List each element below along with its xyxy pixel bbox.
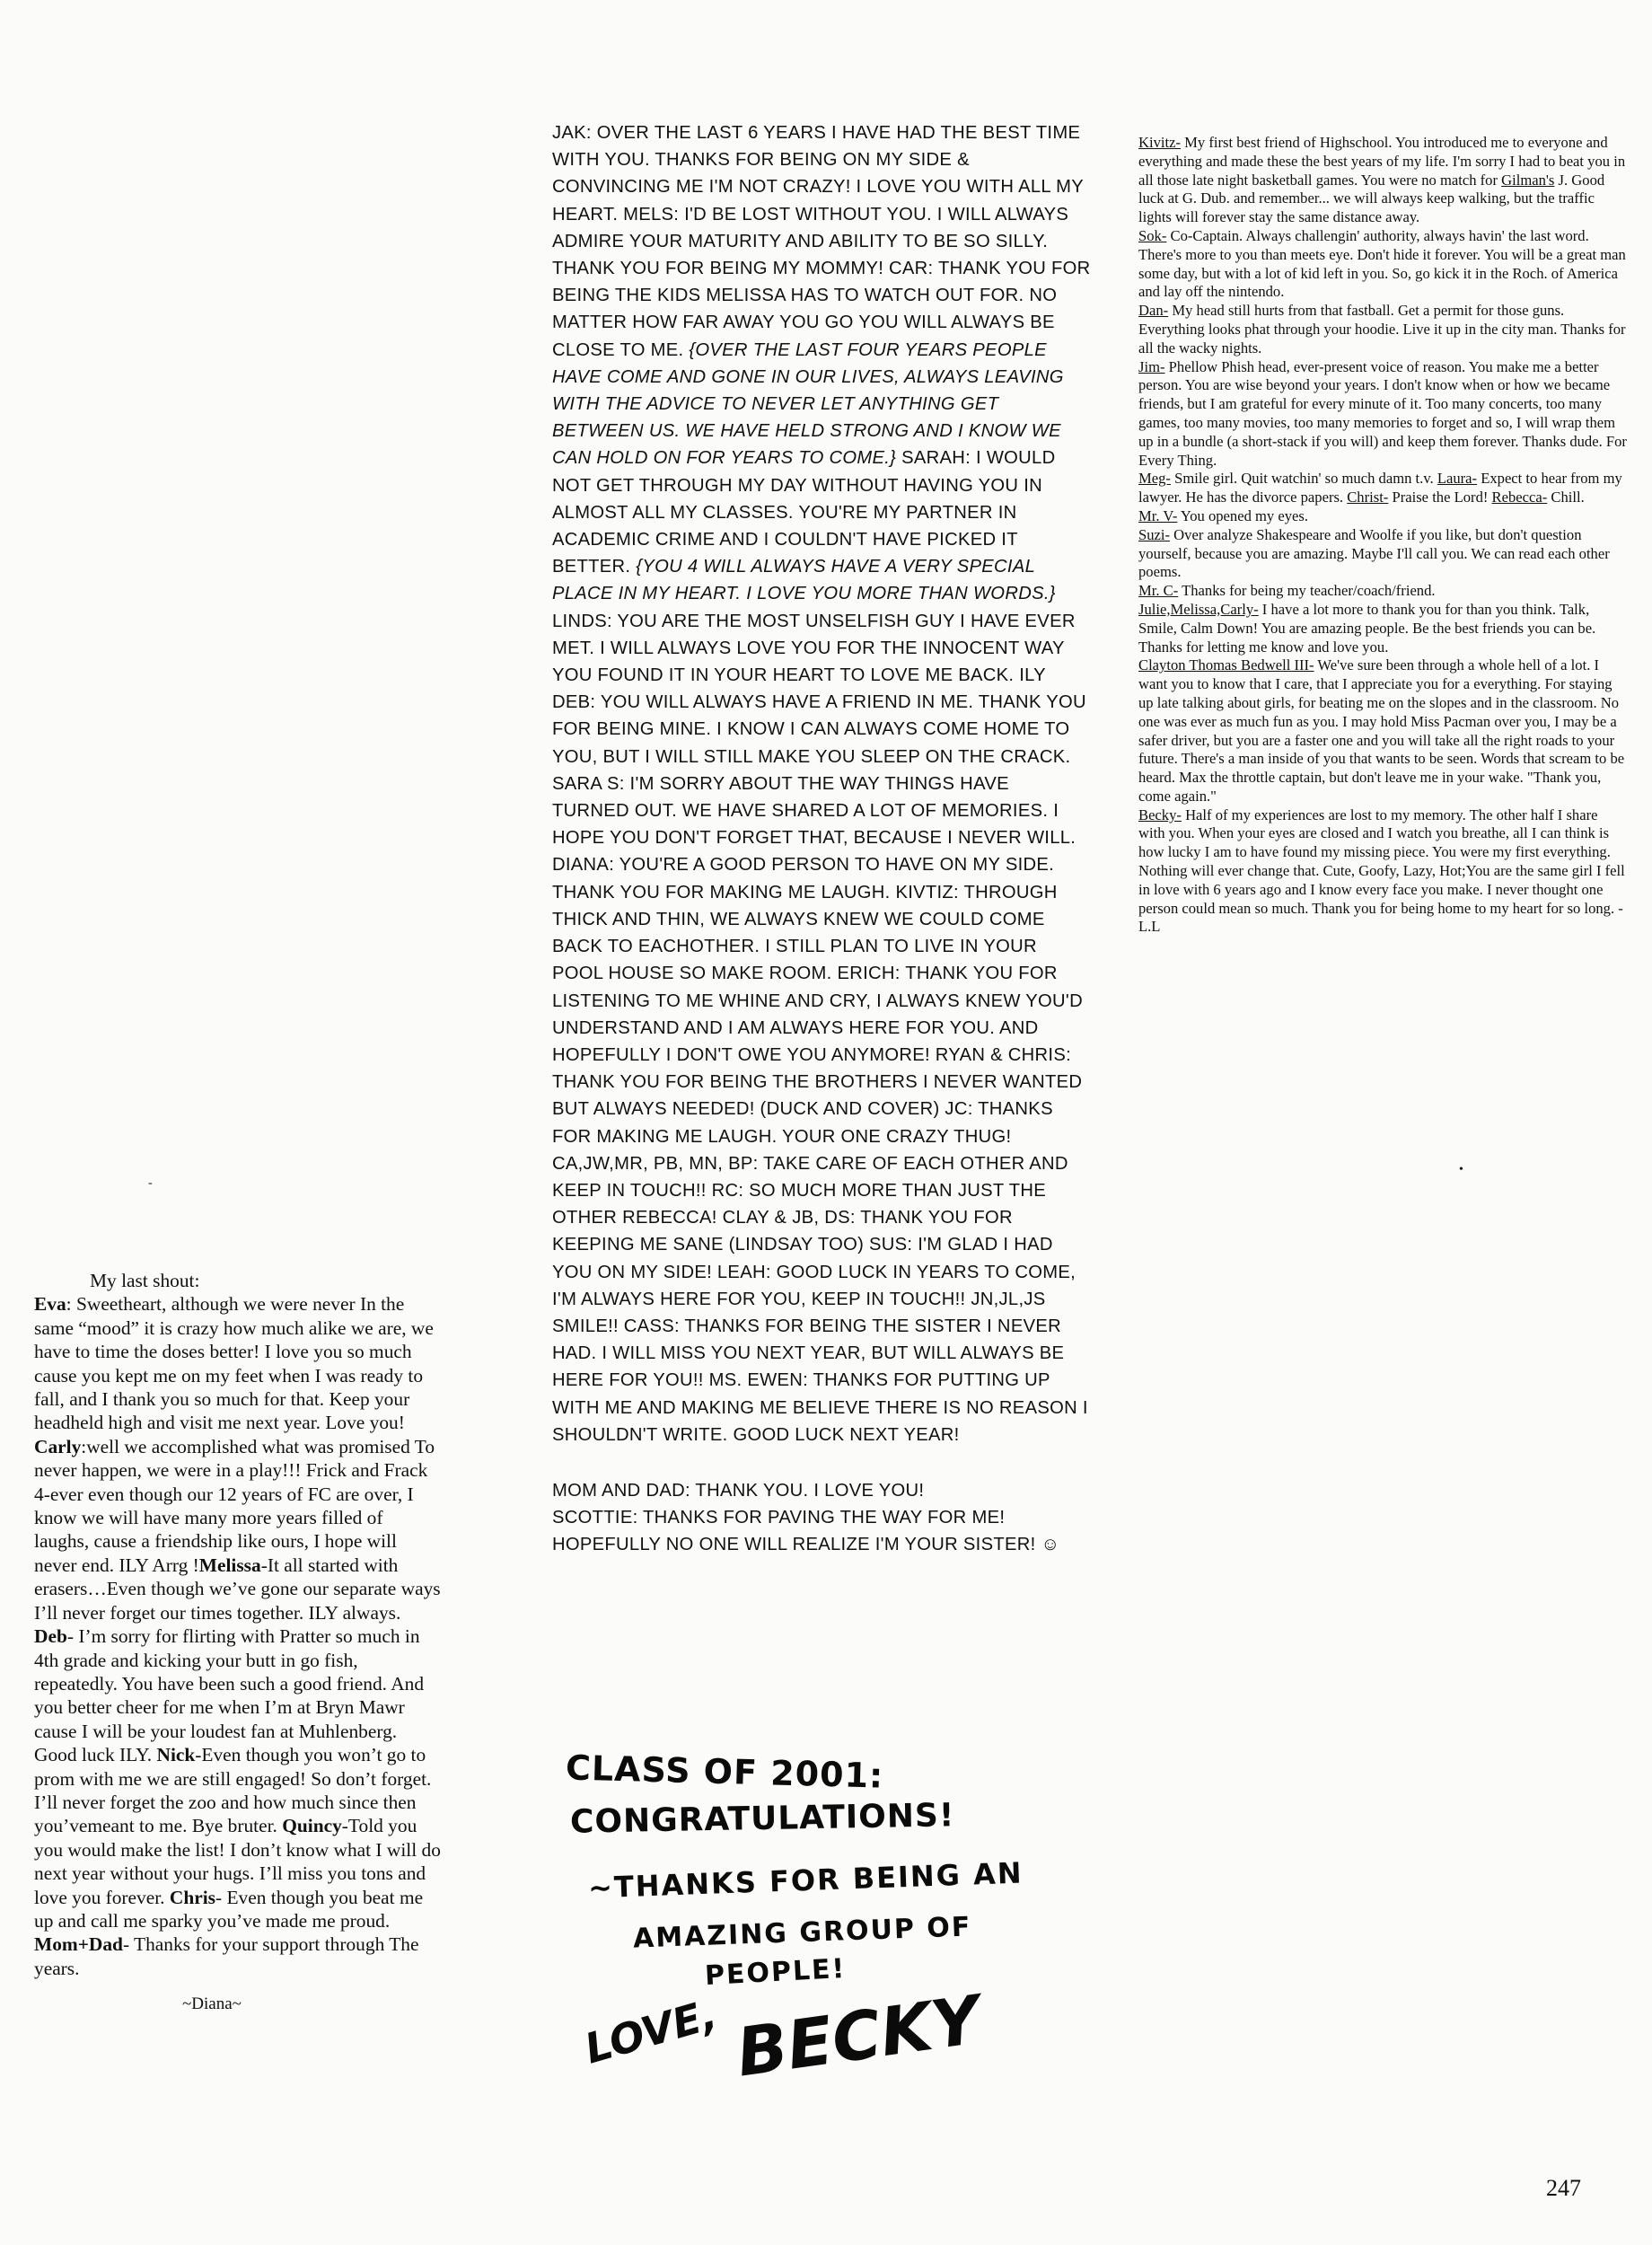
entry-name-eva: Eva — [34, 1293, 66, 1316]
middle-main-text: JAK: OVER THE LAST 6 YEARS I HAVE HAD THE BEST TIME WITH YOU. THANKS FOR BEING ON MY SIDE & CONVINCING ME I'M NOT CRAZY! I LOVE YOU WITH ALL MY HEART. MELS: I'D BE LOST WITHOUT YOU. I WILL ALWAYS ADMIRE YOUR MATURITY AND ABILITY TO BE SO SILLY. THANK YOU FOR BEING MY MOMMY! CAR: THANK YOU FOR BEING THE KIDS MELISSA HAS TO WATCH OUT FOR. NO MATTER HOW FAR AWAY YOU GO YOU WILL ALWAYS BE CLOSE TO ME. {OVER THE LAST FOUR YEARS PEOPLE HAVE COME AND GONE IN OUR LIVES, ALWAYS LEAVING WITH THE ADVICE TO NEVER LET ANYTHING GET BETWEEN US. WE HAVE HELD STRONG AND I KNOW WE CAN HOLD ON FOR YEARS TO COME.} SARAH: I WOULD NOT GET THROUGH MY DAY WITHOUT HAVING YOU IN ALMOST ALL MY CLASSES. YOU'RE MY PARTNER IN ACADEMIC CRIME AND I COULDN'T HAVE PICKED IT BETTER. {YOU 4 WILL ALWAYS HAVE A VERY SPECIAL PLACE IN MY HEART. I LOVE YOU MORE THAN WORDS.} — [552, 123, 1091, 604]
right-entry-mr-v: Mr. V- You opened my eyes. — [1138, 506, 1309, 524]
right-entry-clayton: Clayton Thomas Bedwell III- We've sure been through a whole hell of a lot. I want you to know that I care, that I appreciate you for a everything. For staying up late talking about girls, for beating me on the slopes and in the classroom. No one was ever as much fun as you. I may hold Miss Pacman over you, I may be a safer driver, but you are a faster one and you will take all the right roads to your future. There's a man inside of you that wants to be seen. Words that scream to be heard. Max the throttle captain, but don't leave me in your wake. "Thank you, come again." — [1138, 656, 1625, 805]
entry-name-nick: Nick — [156, 1744, 196, 1766]
entry-name-chris: Chris — [169, 1886, 215, 1908]
entry-text-quincy: Told you you would make the list! I don’t know what I will do next year without your hugs. I’ll miss you tons and love you forever. — [34, 1815, 441, 1908]
middle-scottie-note: SCOTTIE: THANKS FOR PAVING THE WAY FOR ME! HOPEFULLY NO ONE WILL REALIZE I'M YOUR SISTER! ☺ — [552, 1508, 1060, 1555]
right-entry-dan: Dan- My head still hurts from that fastball. Get a permit for those guns. Everything looks phat through your hoodie. Live it up in the city man. Thanks for all the wacky nights. — [1138, 302, 1626, 357]
entry-text-eva: Sweetheart, although we were never In the same “mood” it is crazy how much alike we are, we have to time the doses better! I love you so much cause you kept me on my feet when I was ready to fall, and I thank you so much for that. Keep your headheld high and visit me next year. Love you! — [34, 1293, 434, 1434]
middle-column — [552, 119, 1091, 1559]
entry-name-deb: Deb — [34, 1625, 67, 1648]
entry-text-nick: Even though you won’t go to prom with me we are still engaged! So don’t forget. I’ll never forget the zoo and how much since then you’vemeant to me. Bye bruter. — [34, 1744, 432, 1837]
handwritten-line-3: ~THANKS FOR BEING AN — [587, 1855, 1024, 1906]
right-entry-jim: Jim- Phellow Phish head, ever-present voice of reason. You make me a better person. You are wise beyond your years. I don't know when or how we became friends, but I am grateful for every minute of it. Too many concerts, too many games, too many movies, too many memories to forget and so, I will wrap them up in a bundle (a short-stack if you will) and keep them forever. Thanks dude. For Every Thing. — [1138, 357, 1627, 469]
italic-note-1: {OVER THE LAST FOUR YEARS PEOPLE HAVE COME AND GONE IN OUR LIVES, ALWAYS LEAVING WITH THE ADVICE TO NEVER LET ANYTHING GET BETWEEN US. WE HAVE HELD STRONG AND I KNOW WE CAN HOLD ON FOR YEARS TO COME.} — [552, 339, 1064, 469]
right-entry-kivitz: Kivitz- My first best friend of Highschool. You introduced me to everyone and everything and made these the best years of my life. I'm sorry I had to beat you in all those late night basketball games. You were no match for Gilman's J. Good luck at G. Dub. and remember... we will always keep walking, but the traffic lights will forever stay the same distance away. — [1138, 134, 1626, 226]
entry-name-carly: Carly — [34, 1435, 82, 1457]
entry-text-deb: I’m sorry for flirting with Pratter so much in 4th grade and kicking your butt in go fish, repeatedly. You have been such a good friend. And you better cheer for me when I’m at Bryn Mawr cause I will be your loudest fan at Muhlenberg. Good luck ILY. — [34, 1625, 425, 1766]
handwritten-line-1: CLASS OF 2001: — [565, 1748, 884, 1796]
middle-text-continued: LINDS: YOU ARE THE MOST UNSELFISH GUY I HAVE EVER MET. I WILL ALWAYS LOVE YOU FOR THE INNOCENT WAY YOU FOUND IT IN YOUR HEART TO LOVE ME BACK. ILY DEB: YOU WILL ALWAYS HAVE A FRIEND IN ME. THANK YOU FOR BEING MINE. I KNOW I CAN ALWAYS COME HOME TO YOU, BUT I WILL STILL MAKE YOU SLEEP ON THE CRACK. SARA S: I'M SORRY ABOUT THE WAY THINGS HAVE TURNED OUT. WE HAVE SHARED A LOT OF MEMORIES. I HOPE YOU DON'T FORGET THAT, BECAUSE I NEVER WILL. DIANA: YOU'RE A GOOD PERSON TO HAVE ON MY SIDE. THANK YOU FOR MAKING ME LAUGH. KIVTIZ: THROUGH THICK AND THIN, WE ALWAYS KNEW WE COULD COME BACK TO EACHOTHER. I STILL PLAN TO LIVE IN YOUR POOL HOUSE SO MAKE ROOM. ERICH: THANK YOU FOR LISTENING TO ME WHINE AND CRY, I ALWAYS KNEW YOU'D UNDERSTAND AND I AM ALWAYS HERE FOR YOU. AND HOPEFULLY I DON'T OWE YOU ANYMORE! RYAN & CHRIS: THANK YOU FOR BEING THE BROTHERS I NEVER WANTED BUT ALWAYS NEEDED! (DUCK AND COVER) JC: THANKS FOR MAKING ME LAUGH. YOUR ONE CRAZY THUG! CA,JW,MR, PB, MN, BP: TAKE CARE OF EACH OTHER AND KEEP IN TOUCH!! RC: SO MUCH MORE THAN JUST THE OTHER REBECCA! CLAY & JB, DS: THANK YOU FOR KEEPING ME SANE (LINDSAY TOO) SUS: I'M GLAD I HAD YOU ON MY SIDE! LEAH: GOOD LUCK IN YEARS TO COME, I'M ALWAYS HERE FOR YOU, KEEP IN TOUCH!! JN,JL,JS SMILE!! CASS: THANKS FOR BEING THE SISTER I NEVER HAD. I WILL MISS YOU NEXT YEAR, BUT WILL ALWAYS BE HERE FOR YOU!! MS. EWEN: THANKS FOR PUTTING UP WITH ME AND MAKING ME BELIEVE THERE IS NO REASON I SHOULDN'T WRITE. GOOD LUCK NEXT YEAR! — [552, 611, 1088, 1445]
right-entry-suzi: Suzi- Over analyze Shakespeare and Woolfe if you like, but don't question yourself, because you are amazing. Maybe I'll call you. We can read each other poems. — [1138, 525, 1610, 581]
handwritten-love: LOVE, — [579, 1989, 723, 2073]
page-number: 247 — [1546, 2175, 1581, 2201]
entry-text-melissa: It all started with erasers…Even though we’ve gone our separate ways I’ll never forget our times together. ILY always. — [34, 1554, 441, 1624]
handwritten-signature: BECKY — [732, 1981, 985, 2092]
right-entry-julie-melissa-carly: Julie,Melissa,Carly- I have a lot more to thank you for than you think. Talk, Smile, Calm Down! You are amazing people. Be the best friends you can be. Thanks for letting me know and love you. — [1138, 600, 1596, 656]
handwritten-line-4: AMAZING GROUP OF — [632, 1911, 972, 1955]
stray-tick-mark: - — [148, 1176, 153, 1190]
entry-text-chris: Even though you beat me up and call me sparky you’ve made me proud. — [34, 1886, 424, 1932]
middle-parents-note: MOM AND DAD: THANK YOU. I LOVE YOU! — [552, 1480, 925, 1501]
entry-name-quincy: Quincy — [282, 1815, 342, 1837]
italic-note-2: {YOU 4 WILL ALWAYS HAVE A VERY SPECIAL PLACE IN MY HEART. I LOVE YOU MORE THAN WORDS.} — [552, 557, 1056, 604]
handwritten-line-5: PEOPLE! — [704, 1952, 848, 1993]
right-column — [1138, 134, 1628, 937]
stray-mark: • — [1459, 1163, 1463, 1176]
right-entry-mr-c: Mr. C- Thanks for being my teacher/coach/friend. — [1138, 582, 1436, 600]
handwritten-line-2: CONGRATULATIONS! — [569, 1797, 955, 1841]
right-entry-sok: Sok- Co-Captain. Always challengin' authority, always havin' the last word. There's more to you than meets eye. Don't hide it forever. You will be a great man some day, but with a lot of kid left in you. So, go kick it in the Roch. of America and lay off the nintendo. — [1138, 226, 1626, 301]
right-entry-meg: Meg- Smile girl. Quit watchin' so much damn t.v. Laura- Expect to hear from my lawyer. He has the divorce papers. Christ- Praise the Lord! Rebecca- Chill. — [1138, 470, 1622, 506]
left-column — [34, 1269, 443, 2017]
entry-text-mom-dad: Thanks for your support through The years. — [34, 1933, 419, 1979]
right-entry-becky: Becky- Half of my experiences are lost to my memory. The other half I share with you. When your eyes are closed and I watch you breathe, all I can think is how lucky I am to have found my missing piece. You were my first everything. Nothing will ever change that. Cute, Goofy, Lazy, Hot;You are the same girl I fell in love with 6 years ago and I know every face you make. I never thought one person could mean so much. Thank you for being home to my heart for so long. -L.L — [1138, 806, 1625, 936]
left-signature: ~Diana~ — [182, 1994, 242, 2014]
entry-text-carly: well we accomplished what was promised To never happen, we were in a play!!! Frick and Frack 4-ever even though our 12 years of FC are over, I know we will have many more years filled of laughs, cause a friendship like ours, I hope will never end. ILY Arrg ! — [34, 1435, 435, 1576]
entry-name-melissa: Melissa — [198, 1554, 261, 1576]
handwritten-note — [566, 1720, 1149, 2097]
left-heading: My last shout: — [90, 1270, 200, 1291]
entry-name-mom-dad: Mom+Dad — [34, 1933, 123, 1956]
left-entries: Eva: Sweetheart, although we were never In the same “mood” it is crazy how much alike we are, we have to time the doses better! I love you so much cause you kept me on my feet when I was ready to fall, and I thank you so much for that. Keep your headheld high and visit me next year. Love you! Carly:well we accomplished what was promised To never happen, we were in a play!!! Frick and Frack 4-ever even though our 12 years of FC are over, I know we will have many more years filled of laughs, cause a friendship like ours, I hope will never end. ILY Arrg !Melissa-It all started with erasers…Even though we’ve gone our separate ways I’ll never forget our times together. ILY always. Deb- I’m sorry for flirting with Pratter so much in 4th grade and kicking your butt in go fish, repeatedly. You have been such a good friend. And you better cheer for me when I’m at Bryn Mawr cause I will be your loudest fan at Muhlenberg. Good luck ILY. Nick-Even though you won’t go to prom with me we are still engaged! So don’t forget. I’ll never forget the zoo and how much since then you’vemeant to me. Bye bruter. Quincy-Told you you would make the list! I don’t know what I will do next year without your hugs. I’ll miss you tons and love you forever. Chris- Even though you beat me up and call me sparky you’ve made me proud. Mom+Dad- Thanks for your support through The years. — [34, 1293, 441, 1979]
